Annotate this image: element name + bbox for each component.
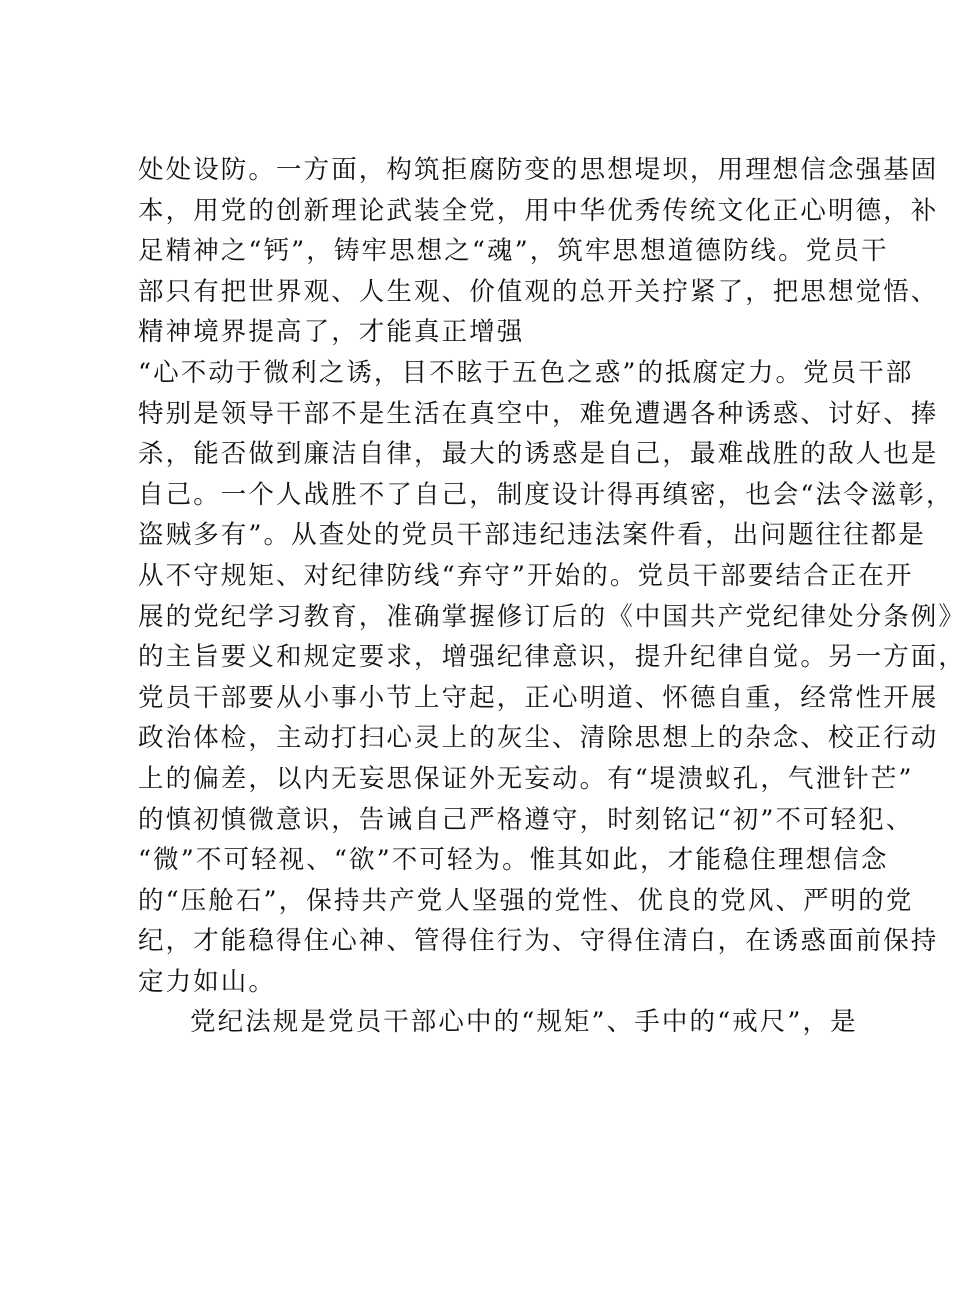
text-line: 党员干部要从小事小节上守起，正心明道、怀德自重，经常性开展 <box>138 682 939 713</box>
text-line: 的慎初慎微意识，告诫自己严格遵守，时刻铭记“初”不可轻犯、 <box>138 804 914 835</box>
text-line: 盗贼多有”。从查处的党员干部违纪违法案件看，出问题往往都是 <box>138 520 926 551</box>
text-line: 从不守规矩、对纪律防线“弃守”开始的。党员干部要结合正在开 <box>138 560 914 591</box>
text-line: 特别是领导干部不是生活在真空中，难免遭遇各种诱惑、讨好、捧 <box>138 398 939 429</box>
text-line: 的“压舱石”，保持共产党人坚强的党性、优良的党风、严明的党 <box>138 885 914 916</box>
text-line: “心不动于微利之诱，目不眩于五色之惑”的抵腐定力。党员干部 <box>138 357 914 388</box>
text-line: 定力如山。 <box>138 966 277 997</box>
text-line: 本，用党的创新理论武装全党，用中华优秀传统文化正心明德，补 <box>138 195 939 226</box>
paragraph-start-line: 党纪法规是党员干部心中的“规矩”、手中的“戒尺”，是 <box>190 1007 858 1038</box>
text-line: 精神境界提高了，才能真正增强 <box>138 317 525 348</box>
body-text <box>138 150 966 1043</box>
text-line: 部只有把世界观、人生观、价值观的总开关拧紧了，把思想觉悟、 <box>138 276 939 307</box>
text-line: 上的偏差，以内无妄思保证外无妄动。有“堤溃蚁孔，气泄针芒” <box>138 763 914 794</box>
text-line: 的主旨要义和规定要求，增强纪律意识，提升纪律自觉。另一方面， <box>138 642 966 673</box>
text-line: 足精神之“钙”，铸牢思想之“魂”，筑牢思想道德防线。党员干 <box>138 236 889 267</box>
text-line: 杀，能否做到廉洁自律，最大的诱惑是自己，最难战胜的敌人也是 <box>138 439 939 470</box>
text-line: “微”不可轻视、“欲”不可轻为。惟其如此，才能稳住理想信念 <box>138 845 889 876</box>
text-line: 纪，才能稳得住心神、管得住行为、守得住清白，在诱惑面前保持 <box>138 926 939 957</box>
text-line: 处处设防。一方面，构筑拒腐防变的思想堤坝，用理想信念强基固 <box>138 155 939 185</box>
text-line: 展的党纪学习教育，准确掌握修订后的《中国共产党纪律处分条例》 <box>138 601 966 632</box>
text-line: 自己。一个人战胜不了自己，制度设计得再缜密，也会“法令滋彰， <box>138 479 954 510</box>
text-line: 政治体检，主动打扫心灵上的灰尘、清除思想上的杂念、校正行动 <box>138 723 939 754</box>
